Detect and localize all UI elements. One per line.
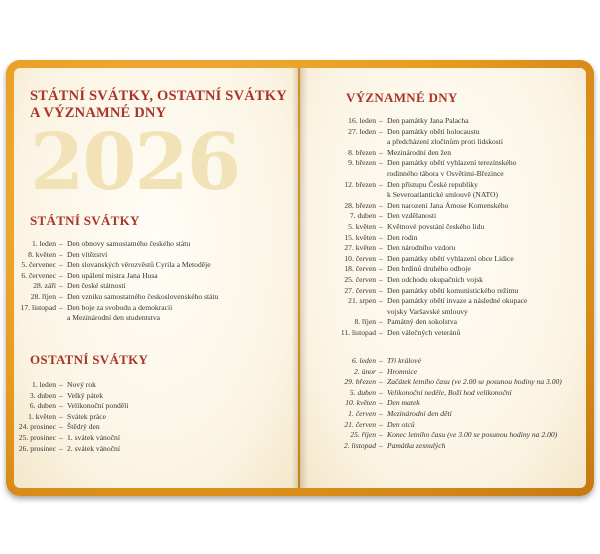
- list-item: [320, 409, 582, 420]
- item-date: 25. říjen: [350, 430, 376, 440]
- list-item: [8, 250, 278, 261]
- other-holidays-heading: OSTATNÍ SVÁTKY: [30, 352, 149, 367]
- dash-separator: –: [59, 411, 63, 421]
- dash-separator: [379, 307, 387, 318]
- list-item: [8, 412, 278, 423]
- item-date: 15. květen: [344, 232, 376, 242]
- item-date: 16. leden: [348, 116, 376, 125]
- list-item: [8, 271, 278, 282]
- item-text: rodinného tábora v Osvětimi-Březince: [387, 168, 504, 178]
- item-date: [320, 169, 379, 180]
- dash-separator: –: [379, 440, 383, 450]
- list-item: [320, 254, 582, 265]
- item-date: 29. březen: [344, 377, 376, 387]
- list-item: [320, 264, 582, 275]
- dash-separator: –: [59, 281, 63, 291]
- dash-separator: –: [59, 380, 63, 389]
- item-text: Velký pátek: [67, 390, 104, 400]
- list-item: [8, 303, 278, 314]
- item-date: [320, 137, 379, 148]
- item-date: 28. březen: [344, 200, 376, 210]
- list-item: [320, 317, 582, 328]
- dash-separator: –: [379, 116, 383, 125]
- item-text: Den památky obětí invaze a následné okupace: [387, 296, 528, 306]
- list-item: [320, 420, 582, 431]
- item-text: vojsky Varšavské smlouvy: [387, 306, 468, 316]
- item-text: Den památky obětí vyhlazení obce Lidice: [387, 253, 514, 263]
- dash-separator: –: [59, 302, 63, 312]
- item-text: Den narození Jana Ámose Komenského: [387, 200, 509, 210]
- list-item: [320, 307, 582, 318]
- other-holidays-list: [8, 380, 278, 454]
- item-text: Den obnovy samostatného českého státu: [67, 239, 191, 248]
- list-item: [8, 281, 278, 292]
- list-item: [8, 401, 278, 412]
- item-date: 3. duben: [29, 390, 56, 400]
- item-date: 25. prosinec: [18, 432, 56, 442]
- item-text: 1. svátek vánoční: [67, 432, 120, 442]
- item-text: Tři králové: [387, 356, 421, 365]
- dash-separator: [379, 169, 387, 180]
- item-date: 5. duben: [349, 387, 376, 397]
- dash-separator: –: [379, 243, 383, 253]
- dash-separator: –: [379, 317, 383, 327]
- item-date: 28. říjen: [30, 291, 56, 301]
- book-spine: [292, 68, 308, 488]
- item-date: [320, 307, 379, 318]
- dash-separator: –: [59, 249, 63, 259]
- list-item: [320, 222, 582, 233]
- list-item: [8, 313, 278, 324]
- dash-separator: –: [59, 422, 63, 432]
- item-text: Den památky obětí komunistického režimu: [387, 285, 519, 295]
- dash-separator: –: [59, 239, 63, 248]
- list-item: [320, 127, 582, 138]
- item-text: Den památky obětí vyhlazení terezínského: [387, 158, 517, 168]
- item-text: Den vzdělanosti: [387, 211, 437, 221]
- list-item: [320, 296, 582, 307]
- list-item: [8, 422, 278, 433]
- item-date: 2. únor: [354, 366, 376, 376]
- list-item: [8, 260, 278, 271]
- item-text: Velikonoční neděle, Boží hod velikonoční: [387, 387, 512, 397]
- dash-separator: –: [379, 398, 383, 408]
- dash-separator: –: [379, 296, 383, 306]
- item-text: Mezinárodní den dětí: [387, 408, 452, 418]
- dash-separator: –: [379, 285, 383, 295]
- list-item: [320, 398, 582, 409]
- item-date: 6. červenec: [21, 270, 56, 280]
- dash-separator: [59, 313, 67, 324]
- dash-separator: –: [59, 291, 63, 301]
- item-text: Den památky obětí holocaustu: [387, 126, 480, 136]
- item-date: 26. prosinec: [18, 443, 56, 453]
- item-text: Den otců: [387, 419, 415, 429]
- list-item: [320, 169, 582, 180]
- list-item: [8, 292, 278, 303]
- year-number: 2026: [30, 117, 240, 208]
- item-date: 5. květen: [348, 221, 376, 231]
- dash-separator: –: [379, 366, 383, 376]
- item-text: Den odchodu okupačních vojsk: [387, 274, 483, 284]
- dash-separator: –: [379, 408, 383, 418]
- item-text: Den památky Jana Palacha: [387, 116, 469, 125]
- significant-days-list: [320, 116, 582, 338]
- list-item: [320, 275, 582, 286]
- dash-separator: –: [379, 387, 383, 397]
- list-item: [8, 391, 278, 402]
- item-date: 7. duben: [349, 211, 376, 221]
- list-item: [320, 367, 582, 378]
- item-text: 2. svátek vánoční: [67, 443, 120, 453]
- item-text: Den matek: [387, 398, 420, 408]
- item-text: Svátek práce: [67, 411, 107, 421]
- item-date: 8. říjen: [354, 317, 376, 327]
- list-item: [320, 441, 582, 452]
- list-item: [320, 430, 582, 441]
- list-item: [320, 201, 582, 212]
- item-text: Den přístupu České republiky: [387, 179, 478, 189]
- dash-separator: –: [379, 126, 383, 136]
- item-date: 9. březen: [348, 158, 376, 168]
- list-item: [320, 158, 582, 169]
- item-text: a Mezinárodní den studentstva: [67, 313, 160, 323]
- item-text: Konec letního času (ve 3.00 se posunou hodiny na 2.00): [387, 430, 558, 440]
- item-date: [320, 190, 379, 201]
- item-text: Den upálení mistra Jana Husa: [67, 270, 158, 280]
- state-holidays-heading: STÁTNÍ SVÁTKY: [30, 213, 140, 228]
- list-item: [320, 148, 582, 159]
- item-date: 17. listopad: [20, 302, 56, 312]
- dash-separator: –: [59, 401, 63, 411]
- item-date: 1. leden: [31, 239, 56, 248]
- list-item: [320, 286, 582, 297]
- dash-separator: –: [379, 200, 383, 210]
- item-text: Květnové povstání českého lidu: [387, 221, 485, 231]
- item-text: Den hrdinů druhého odboje: [387, 264, 471, 274]
- dash-separator: –: [379, 253, 383, 263]
- dash-separator: –: [59, 432, 63, 442]
- item-text: Velikonoční pondělí: [67, 401, 129, 411]
- list-item: [320, 180, 582, 191]
- item-date: 10. červen: [344, 253, 376, 263]
- item-date: [8, 313, 59, 324]
- item-date: 6. leden: [351, 356, 376, 365]
- title-line-2: A VÝZNAMNÉ DNY: [30, 105, 167, 121]
- item-date: 1. červen: [348, 408, 376, 418]
- list-item: [320, 233, 582, 244]
- dash-separator: –: [379, 264, 383, 274]
- item-text: k Severoatlantické smlouvě (NATO): [387, 190, 498, 200]
- list-item: [320, 116, 582, 127]
- item-text: Památný den sokolstva: [387, 317, 458, 327]
- list-item: [320, 377, 582, 388]
- item-date: 21. srpen: [348, 296, 376, 306]
- item-date: 24. prosinec: [18, 422, 56, 432]
- item-date: 1. květen: [28, 411, 56, 421]
- list-item: [320, 243, 582, 254]
- item-text: Den české státnosti: [67, 281, 126, 291]
- dash-separator: –: [379, 147, 383, 157]
- dash-separator: –: [59, 270, 63, 280]
- observances-list: [320, 356, 582, 451]
- list-item: [320, 137, 582, 148]
- dash-separator: –: [379, 221, 383, 231]
- item-date: 12. březen: [344, 179, 376, 189]
- item-text: Den vzniku samostatného československého státu: [67, 291, 219, 301]
- item-date: 27. květen: [344, 243, 376, 253]
- dash-separator: –: [59, 390, 63, 400]
- item-date: 27. červen: [344, 285, 376, 295]
- dash-separator: –: [379, 430, 383, 440]
- dash-separator: –: [59, 443, 63, 453]
- item-text: Den válečných veteránů: [387, 327, 461, 337]
- item-text: Den národního vzdoru: [387, 243, 456, 253]
- list-item: [320, 388, 582, 399]
- list-item: [320, 356, 582, 367]
- dash-separator: [379, 190, 387, 201]
- list-item: [320, 211, 582, 222]
- item-date: 11. listopad: [340, 327, 376, 337]
- list-item: [8, 444, 278, 455]
- dash-separator: [379, 137, 387, 148]
- dash-separator: –: [379, 232, 383, 242]
- item-date: 1. leden: [31, 380, 56, 389]
- dash-separator: –: [379, 179, 383, 189]
- dash-separator: –: [379, 419, 383, 429]
- item-text: Nový rok: [67, 380, 96, 389]
- item-text: Mezinárodní den žen: [387, 147, 452, 157]
- item-date: 8. březen: [348, 147, 376, 157]
- dash-separator: –: [379, 356, 383, 365]
- item-text: Den boje za svobodu a demokracii: [67, 302, 173, 312]
- item-text: Začátek letního času (ve 2.00 se posunou hodiny na 3.00): [387, 377, 562, 387]
- list-item: [8, 239, 278, 250]
- item-date: 27. leden: [348, 126, 376, 136]
- item-text: Hromnice: [387, 366, 418, 376]
- item-date: 25. červen: [344, 274, 376, 284]
- item-date: 6. duben: [29, 401, 56, 411]
- item-text: a předcházení zločinům proti lidskosti: [387, 137, 503, 147]
- list-item: [8, 380, 278, 391]
- significant-days-heading: VÝZNAMNÉ DNY: [346, 90, 458, 105]
- list-item: [8, 433, 278, 444]
- item-date: 21. červen: [344, 419, 376, 429]
- title-line-1: STÁTNÍ SVÁTKY, OSTATNÍ SVÁTKY: [30, 88, 287, 104]
- dash-separator: –: [59, 260, 63, 270]
- dash-separator: –: [379, 211, 383, 221]
- dash-separator: –: [379, 377, 383, 387]
- list-item: [320, 328, 582, 339]
- item-date: 28. září: [33, 281, 56, 291]
- item-text: Den rodin: [387, 232, 418, 242]
- dash-separator: –: [379, 158, 383, 168]
- state-holidays-list: [8, 239, 278, 324]
- item-date: 10. květen: [345, 398, 376, 408]
- item-date: 5. červenec: [21, 260, 56, 270]
- item-text: Den slovanských věrozvěstů Cyrila a Metoděje: [67, 260, 211, 270]
- dash-separator: –: [379, 274, 383, 284]
- item-date: 8. květen: [28, 249, 56, 259]
- item-text: Den vítězství: [67, 249, 108, 259]
- item-date: 2. listopad: [343, 440, 376, 450]
- item-text: Památka zesnulých: [387, 440, 446, 450]
- list-item: [320, 190, 582, 201]
- dash-separator: –: [379, 327, 383, 337]
- item-text: Štědrý den: [67, 422, 100, 432]
- item-date: 18. červen: [344, 264, 376, 274]
